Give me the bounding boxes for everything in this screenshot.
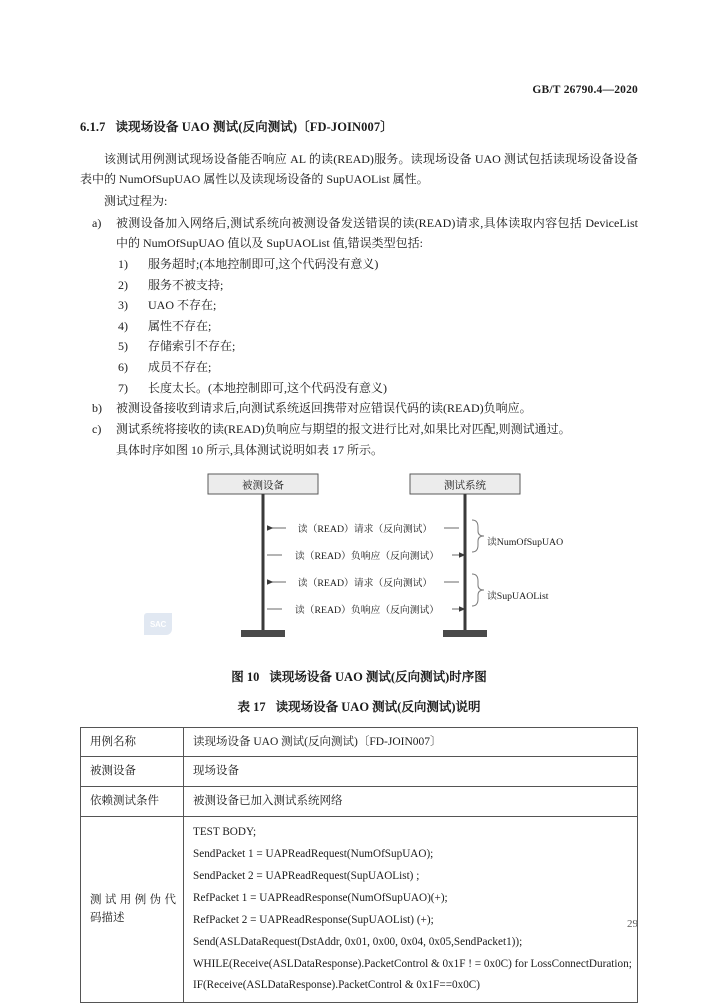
substep-a-1 xyxy=(80,254,638,275)
clause-title: 读现场设备 UAO 测试(反向测试)〔FD-JOIN007〕 xyxy=(115,120,393,134)
clause-heading xyxy=(80,118,638,137)
running-header xyxy=(80,84,638,96)
table-caption-text: 读现场设备 UAO 测试(反向测试)说明 xyxy=(275,699,481,714)
code-line: IF(Receive(ASLDataResponse).PacketControl & 0x1F==0x0C) xyxy=(193,979,480,992)
table-row-pseudocode xyxy=(81,816,638,1003)
group-label-1: 读NumOfSupUAO xyxy=(487,537,564,549)
substep-a-3-text: UAO 不存在; xyxy=(148,298,217,313)
code-line: TEST BODY; xyxy=(193,825,257,838)
substep-a-5-marker: 5) xyxy=(118,339,128,354)
closing-line: 具体时序如图 10 所示,具体测试说明如表 17 所示。 xyxy=(116,442,384,457)
table-caption xyxy=(80,696,638,720)
message-label-4: 读（READ）负响应（反向测试） xyxy=(294,605,440,617)
substep-a-4-marker: 4) xyxy=(118,318,128,333)
substep-a-5 xyxy=(80,336,638,357)
group-label-2: 读SupUAOList xyxy=(487,591,549,603)
row-label-pseudocode xyxy=(81,816,184,1003)
table-row xyxy=(81,727,638,757)
message-label-3: 读（READ）请求（反向测试） xyxy=(297,578,433,590)
step-c-marker: c) xyxy=(92,421,102,436)
row-label-text: 被测设备 xyxy=(90,765,136,778)
step-a-text: 被测设备加入网络后,测试系统向被测设备发送错误的读(READ)请求,具体读取内容包括 DeviceList 中的 NumOfSupUAO 值以及 SupUAOList 值,错误类型包括: xyxy=(116,215,638,251)
step-b-text: 被测设备接收到请求后,向测试系统返回携带对应错误代码的读(READ)负响应。 xyxy=(116,401,532,416)
code-line: SendPacket 2 = UAPReadRequest(SupUAOList) ; xyxy=(193,870,420,883)
row-value-preconditions: 被测设备已加入测试系统网络 xyxy=(184,786,638,816)
sequence-diagram-figure xyxy=(80,470,638,660)
test-case-table xyxy=(80,727,638,1003)
sac-watermark: SAC xyxy=(144,613,172,635)
figure-caption-text: 读现场设备 UAO 测试(反向测试)时序图 xyxy=(269,670,487,685)
intro-paragraph: 该测试用例测试现场设备能否响应 AL 的读(READ)服务。读现场设备 UAO 测试包括读现场设备设备表中的 NumOfSupUAO 属性以及读现场设备的 SupUAOList 属性。 xyxy=(80,151,638,187)
code-line: RefPacket 1 = UAPReadResponse(NumOfSupUAO)(+); xyxy=(193,892,448,905)
step-b-marker: b) xyxy=(92,401,102,416)
row-label-case-name xyxy=(81,727,184,757)
substep-a-6 xyxy=(80,357,638,378)
substep-a-4-text: 属性不存在; xyxy=(148,318,212,333)
row-value-dut: 现场设备 xyxy=(184,757,638,787)
row-label-dut xyxy=(81,757,184,787)
table-label: 表 17 xyxy=(237,699,266,714)
page-content xyxy=(80,118,638,1003)
figure-caption xyxy=(80,666,638,690)
row-label-preconditions xyxy=(81,786,184,816)
substep-a-2-text: 服务不被支持; xyxy=(148,277,224,292)
substep-a-3 xyxy=(80,295,638,316)
lifeline-label-tester: 测试系统 xyxy=(444,480,486,492)
step-c xyxy=(80,419,638,440)
clause-number: 6.1.7 xyxy=(80,120,106,134)
page-number: 29 xyxy=(627,918,638,930)
lifeline-label-dut: 被测设备 xyxy=(242,480,284,492)
standard-number: GB/T xyxy=(532,84,561,96)
substep-a-1-marker: 1) xyxy=(118,256,128,271)
substep-a-1-text: 服务超时;(本地控制即可,这个代码没有意义) xyxy=(148,256,379,271)
substep-a-4 xyxy=(80,316,638,337)
row-label-text: 用例名称 xyxy=(90,735,136,748)
substep-a-3-marker: 3) xyxy=(118,298,128,313)
step-c-text: 测试系统将接收的读(READ)负响应与期望的报文进行比对,如果比对匹配,则测试通过。 xyxy=(116,421,571,436)
table-row xyxy=(81,786,638,816)
row-label-line1: 测试用例伪代 xyxy=(90,893,176,906)
substep-a-7 xyxy=(80,378,638,399)
code-line: Send(ASLDataRequest(DstAddr, 0x01, 0x00, 0x04, 0x05,SendPacket1)); xyxy=(193,935,523,948)
row-value-pseudocode xyxy=(184,816,638,1003)
sequence-diagram-svg xyxy=(80,470,638,660)
step-a-marker: a) xyxy=(92,215,102,230)
code-line: SendPacket 1 = UAPReadRequest(NumOfSupUAO); xyxy=(193,848,434,861)
table-row xyxy=(81,757,638,787)
code-line: WHILE(Receive(ASLDataResponse).PacketControl & 0x1F ! = 0x0C) for LossConnectDuration; xyxy=(193,957,632,970)
substep-a-6-marker: 6) xyxy=(118,360,128,374)
row-label-line2: 码描述 xyxy=(90,912,125,925)
row-value-case-name: 读现场设备 UAO 测试(反向测试)〔FD-JOIN007〕 xyxy=(184,727,638,757)
code-line: RefPacket 2 = UAPReadResponse(SupUAOList) (+); xyxy=(193,913,434,926)
step-a xyxy=(80,213,638,254)
substep-a-7-text: 长度太长。(本地控制即可,这个代码没有意义) xyxy=(148,380,387,395)
figure-label: 图 10 xyxy=(231,670,260,685)
substep-a-6-text: 成员不存在; xyxy=(148,360,212,374)
message-label-1: 读（READ）请求（反向测试） xyxy=(297,524,433,536)
standard-number-rest: 26790.4—2020 xyxy=(563,84,638,96)
substep-a-7-marker: 7) xyxy=(118,380,128,395)
process-lead: 测试过程为: xyxy=(104,194,168,208)
step-b xyxy=(80,398,638,419)
row-label-text: 依赖测试条件 xyxy=(90,794,159,807)
substep-a-2-marker: 2) xyxy=(118,277,128,292)
message-label-2: 读（READ）负响应（反向测试） xyxy=(294,551,440,563)
substep-a-2 xyxy=(80,275,638,296)
substep-a-5-text: 存储索引不存在; xyxy=(148,339,236,354)
